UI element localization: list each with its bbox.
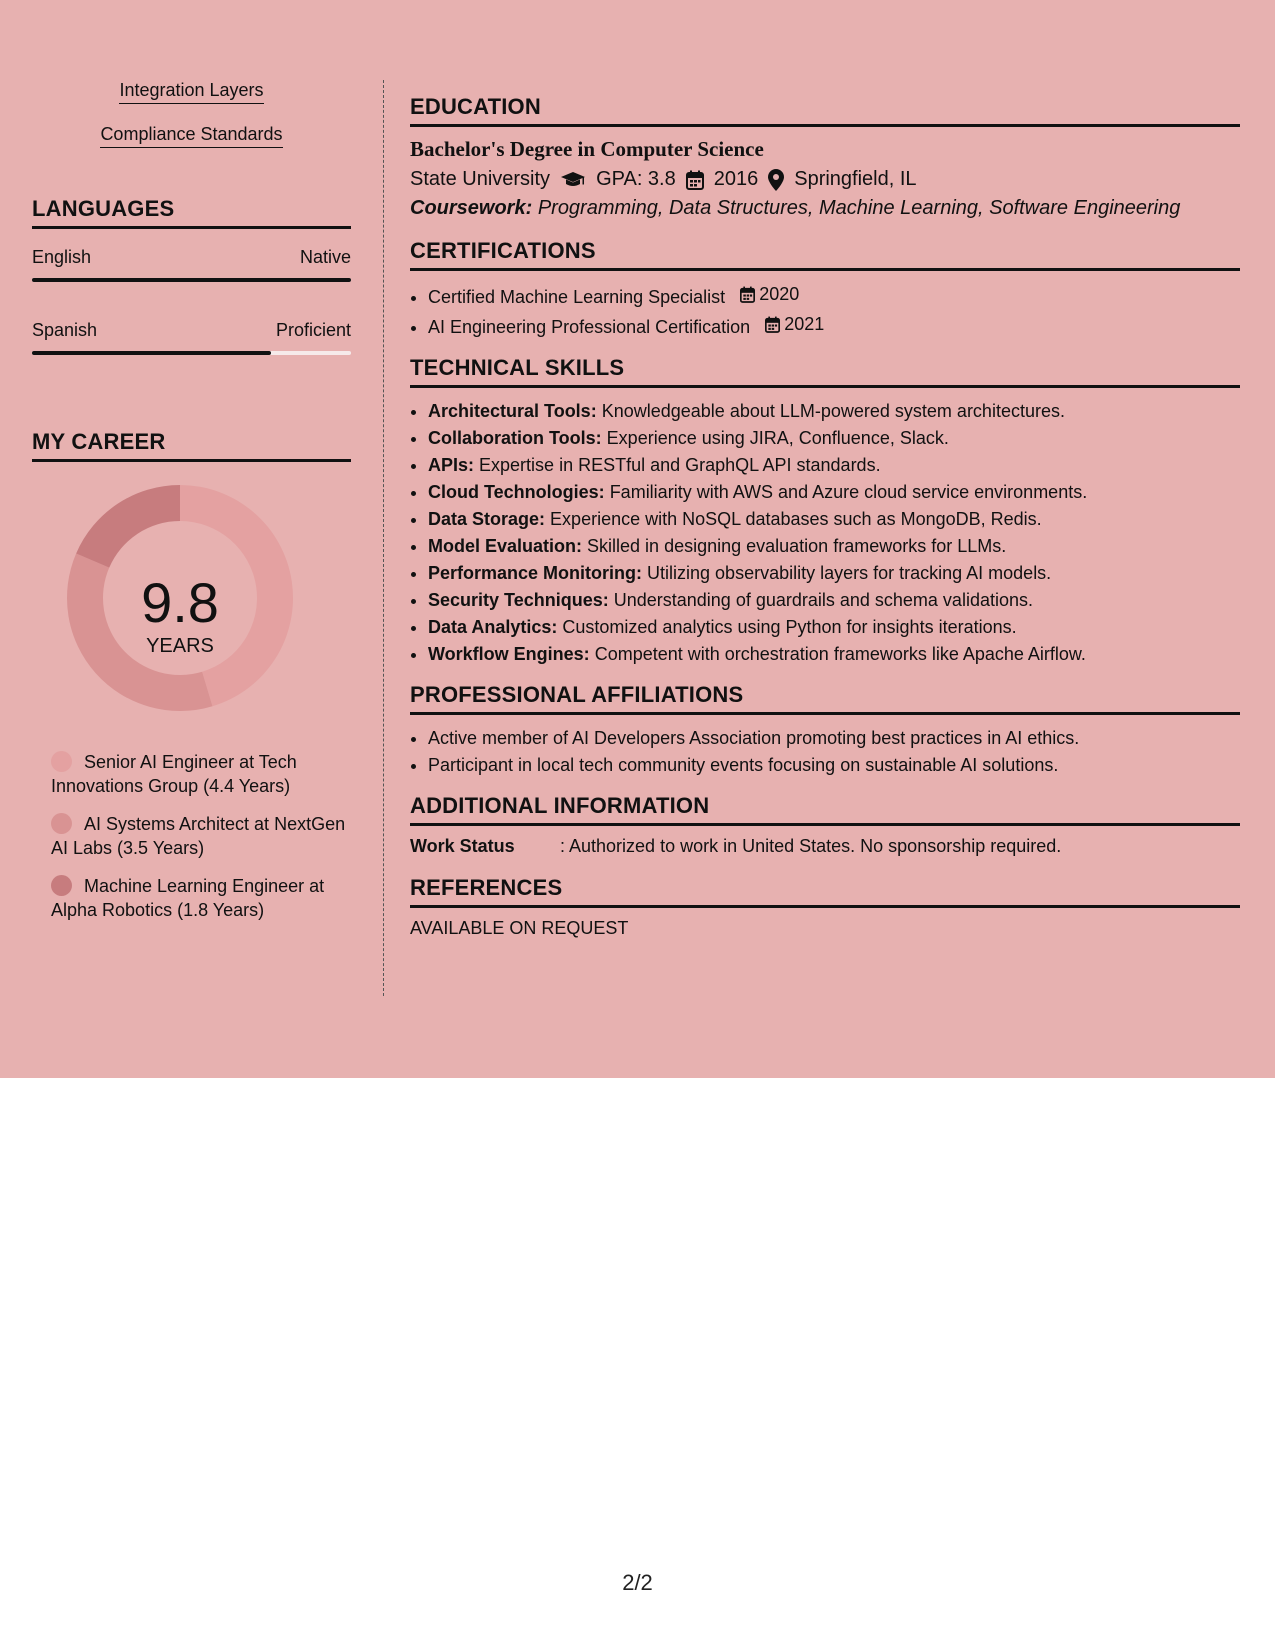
skill-label: Architectural Tools: <box>428 401 597 421</box>
additional-info-section <box>410 793 1240 857</box>
career-legend <box>32 750 351 922</box>
skill-text: Experience using JIRA, Confluence, Slack. <box>606 428 949 448</box>
skill-text: Customized analytics using Python for insights iterations. <box>562 617 1017 637</box>
skill-item <box>428 587 1240 614</box>
skill-text: Skilled in designing evaluation frameworks for LLMs. <box>587 536 1007 556</box>
skill-text: Knowledgeable about LLM-powered system architectures. <box>601 401 1065 421</box>
calendar-icon <box>740 286 755 303</box>
link-compliance-standards[interactable]: Compliance Standards <box>100 124 282 148</box>
work-status-row <box>410 836 1240 857</box>
skill-label: Collaboration Tools: <box>428 428 602 448</box>
calendar-icon <box>686 170 704 190</box>
career-legend-item <box>51 750 351 798</box>
career-donut-svg <box>32 480 351 740</box>
certifications-heading: CERTIFICATIONS <box>410 238 1240 271</box>
language-level: Native <box>299 247 351 267</box>
certification-item <box>428 281 1240 311</box>
legend-label: Machine Learning Engineer at Alpha Robotics (1.8 Years) <box>51 876 325 920</box>
location-pin-icon <box>768 169 784 191</box>
language-name: English <box>32 247 92 267</box>
career-legend-item <box>51 874 351 922</box>
certification-name: Certified Machine Learning Specialist <box>428 287 726 307</box>
career-unit: YEARS <box>146 635 214 657</box>
gpa: GPA: 3.8 <box>596 168 676 190</box>
coursework <box>410 197 1240 220</box>
language-proficiency-fill <box>32 278 351 282</box>
language-proficiency-bar <box>32 351 351 355</box>
skill-label: Model Evaluation: <box>428 536 583 556</box>
calendar-icon <box>765 316 780 333</box>
technical-skills-heading: TECHNICAL SKILLS <box>410 355 1240 388</box>
link-integration-layers[interactable]: Integration Layers <box>119 80 263 104</box>
affiliations-section <box>410 682 1240 779</box>
legend-dot <box>51 813 72 834</box>
education-section <box>410 94 1240 220</box>
location: Springfield, IL <box>794 168 917 190</box>
certification-year: 2021 <box>784 314 825 334</box>
career-heading: MY CAREER <box>32 429 351 462</box>
skill-text: Utilizing observability layers for tracking AI models. <box>647 563 1052 583</box>
legend-label: AI Systems Architect at NextGen AI Labs (3.5 Years) <box>51 814 346 858</box>
language-proficiency-fill <box>32 351 271 355</box>
skill-item <box>428 560 1240 587</box>
career-donut-chart <box>32 480 351 740</box>
legend-dot <box>51 751 72 772</box>
affiliation-item: • Active member of AI Developers Association promoting best practices in AI ethics. <box>428 725 1240 752</box>
references-text: AVAILABLE ON REQUEST <box>410 918 629 938</box>
skill-text: Familiarity with AWS and Azure cloud service environments. <box>609 482 1088 502</box>
work-status-value: : Authorized to work in United States. No sponsorship required. <box>560 836 1062 856</box>
skill-label: Data Analytics: <box>428 617 558 637</box>
education-details <box>410 168 1240 191</box>
references-section <box>410 875 1240 939</box>
skill-item <box>428 452 1240 479</box>
certification-year: 2020 <box>759 284 800 304</box>
skill-label: Data Storage: <box>428 509 546 529</box>
interest-links <box>32 80 351 168</box>
skill-item <box>428 398 1240 425</box>
language-proficiency-bar <box>32 278 351 282</box>
certifications-section <box>410 238 1240 341</box>
affiliation-item: • Participant in local tech community events focusing on sustainable AI solutions. <box>428 752 1240 779</box>
skill-item <box>428 614 1240 641</box>
skill-item <box>428 425 1240 452</box>
career-total: 9.8 <box>141 571 219 634</box>
main-content <box>410 80 1240 939</box>
affiliations-heading: PROFESSIONAL AFFILIATIONS <box>410 682 1240 715</box>
skill-item <box>428 533 1240 560</box>
language-name: Spanish <box>32 320 98 340</box>
skill-label: Performance Monitoring: <box>428 563 643 583</box>
skill-text: Competent with orchestration frameworks like Apache Airflow. <box>594 644 1086 664</box>
legend-dot <box>51 875 72 896</box>
graduation-year: 2016 <box>713 168 759 190</box>
certification-name: AI Engineering Professional Certification <box>428 317 751 337</box>
language-level: Proficient <box>275 320 351 340</box>
skill-item <box>428 506 1240 533</box>
coursework-label: Coursework: <box>410 197 533 219</box>
skill-item <box>428 479 1240 506</box>
certification-item <box>428 311 1240 341</box>
language-english <box>32 247 351 282</box>
work-status-label: Work Status <box>410 836 515 856</box>
career-donut-slice <box>76 485 180 568</box>
degree-title: Bachelor's Degree in Computer Science <box>410 137 764 161</box>
skill-text: Expertise in RESTful and GraphQL API standards. <box>479 455 881 475</box>
legend-label: Senior AI Engineer at Tech Innovations Group (4.4 Years) <box>51 752 297 796</box>
skill-label: Security Techniques: <box>428 590 609 610</box>
additional-info-heading: ADDITIONAL INFORMATION <box>410 793 1240 826</box>
skill-item <box>428 641 1240 668</box>
graduation-cap-icon <box>560 170 586 190</box>
languages-heading: LANGUAGES <box>32 196 351 229</box>
school-name: State University <box>410 168 551 190</box>
sidebar <box>32 80 351 936</box>
language-spanish <box>32 320 351 355</box>
coursework-text: Programming, Data Structures, Machine Learning, Software Engineering <box>537 197 1181 219</box>
references-heading: REFERENCES <box>410 875 1240 908</box>
skill-label: Cloud Technologies: <box>428 482 605 502</box>
skill-label: Workflow Engines: <box>428 644 590 664</box>
technical-skills-section <box>410 355 1240 668</box>
career-legend-item <box>51 812 351 860</box>
page-number: 2/2 <box>622 1570 653 1595</box>
skill-text: Understanding of guardrails and schema validations. <box>613 590 1033 610</box>
skill-text: Experience with NoSQL databases such as MongoDB, Redis. <box>550 509 1042 529</box>
skill-label: APIs: <box>428 455 475 475</box>
education-heading: EDUCATION <box>410 94 1240 127</box>
column-divider <box>383 80 384 996</box>
